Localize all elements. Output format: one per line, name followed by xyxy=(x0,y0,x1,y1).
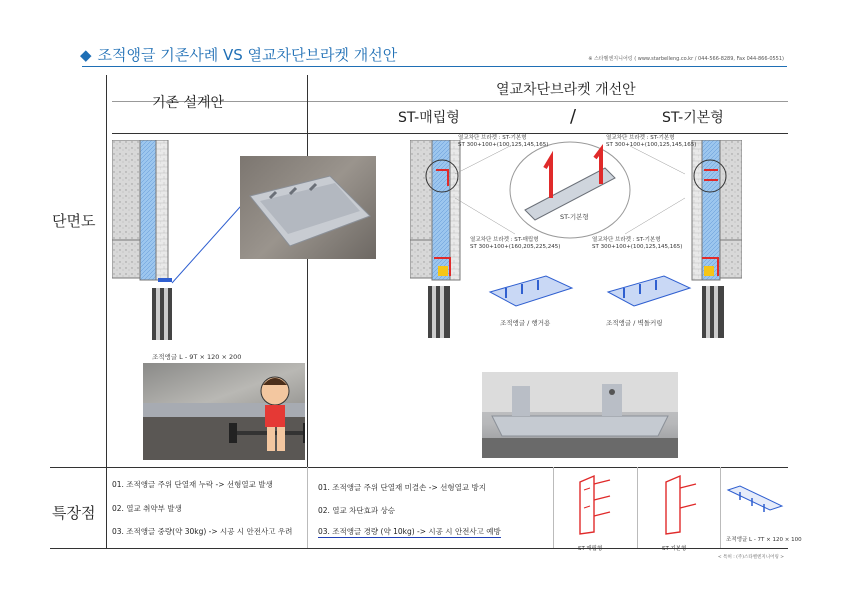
title-rule xyxy=(82,66,787,67)
thumb-divider-2 xyxy=(637,467,638,548)
angle-thumb-caption: 조적앵글 L - 7T × 120 × 100 xyxy=(726,537,802,543)
bracket-detail-circle xyxy=(455,138,685,248)
wall-caption: 조적앵글 / 벽돌커링 xyxy=(606,319,663,327)
angle-spec-caption: 조적앵글 L - 9T × 120 × 200 xyxy=(152,353,242,361)
thumb-divider-3 xyxy=(720,467,721,548)
improved-design-header: 열교차단브라켓 개선안 xyxy=(496,82,636,98)
circle-label: ST-기본형 xyxy=(560,213,589,221)
improved-feature-2: 02. 열교 차단효과 상승 xyxy=(318,506,396,515)
section-view-label: 단면도 xyxy=(52,212,96,230)
angle-thumb xyxy=(724,480,786,520)
bracket-b-annotation: 열교차단 브라켓 : ST-기본형 ST 300+100+(100,125,145,165) xyxy=(606,135,697,148)
improved-feature-3: 03. 조적앵글 경량 (약 10kg) -> 시공 시 안전사고 예방 xyxy=(318,527,501,536)
section-bottom-rule xyxy=(50,467,788,468)
feature-column-divider xyxy=(307,467,308,548)
bracket-c-annotation: 열교차단 브라켓 : ST-매립형 ST 300+100+(160,205,225,245) xyxy=(470,237,561,250)
hanger-angle-drawing xyxy=(486,272,576,312)
header-bottom-rule xyxy=(112,133,788,134)
existing-feature-3: 03. 조적앵글 중량(약 30kg) -> 시공 시 안전사고 우려 xyxy=(112,527,293,536)
features-label: 특장점 xyxy=(52,504,96,522)
bracket-a-annotation: 열교차단 브라켓 : ST-기본형 ST 300+100+(100,125,145,165) xyxy=(458,135,549,148)
wall-angle-drawing xyxy=(604,272,694,312)
patent-footer: < 특허 : (주)스타벨엔지니어링 > xyxy=(717,555,784,560)
st-basic-header: ST-기본형 xyxy=(662,110,724,126)
existing-feature-2: 02. 열교 취약부 발생 xyxy=(112,504,182,513)
installed-bracket-photo xyxy=(482,372,678,458)
thumb-divider-1 xyxy=(553,467,554,548)
existing-feature-1: 01. 조적앵글 주위 단열재 누락 -> 선형열교 발생 xyxy=(112,480,273,489)
existing-design-header: 기존 설계안 xyxy=(152,95,225,111)
worker-photo xyxy=(143,363,305,460)
label-column-divider xyxy=(106,75,107,548)
diamond-bullet-icon: ◆ xyxy=(80,46,92,64)
st-embedded-thumb xyxy=(570,474,620,536)
st-embedded-header: ST-매립형 xyxy=(398,110,460,126)
st-basic-thumb xyxy=(656,474,706,536)
st-basic-thumb-caption: ST-기본형 xyxy=(662,546,687,552)
st-embedded-thumb-caption: ST-매립형 xyxy=(578,546,603,552)
angle-photo xyxy=(240,156,376,259)
bracket-d-annotation: 열교차단 브라켓 : ST-기본형 ST 300+100+(100,125,145,165) xyxy=(592,237,683,250)
page-title: ◆ 조적앵글 기존사례 VS 열교차단브라켓 개선안 xyxy=(80,46,398,64)
contact-info: ※ 스타벨엔지니어링 ( www.starbelleng.co.kr / 044-566-8289, Fax 044-866-0551) xyxy=(588,56,784,62)
slash-separator: / xyxy=(570,106,577,127)
hanger-caption: 조적앵글 / 행거용 xyxy=(500,319,551,327)
improved-feature-1: 01. 조적앵글 주위 단열재 미결손 -> 선형열교 방지 xyxy=(318,483,487,492)
